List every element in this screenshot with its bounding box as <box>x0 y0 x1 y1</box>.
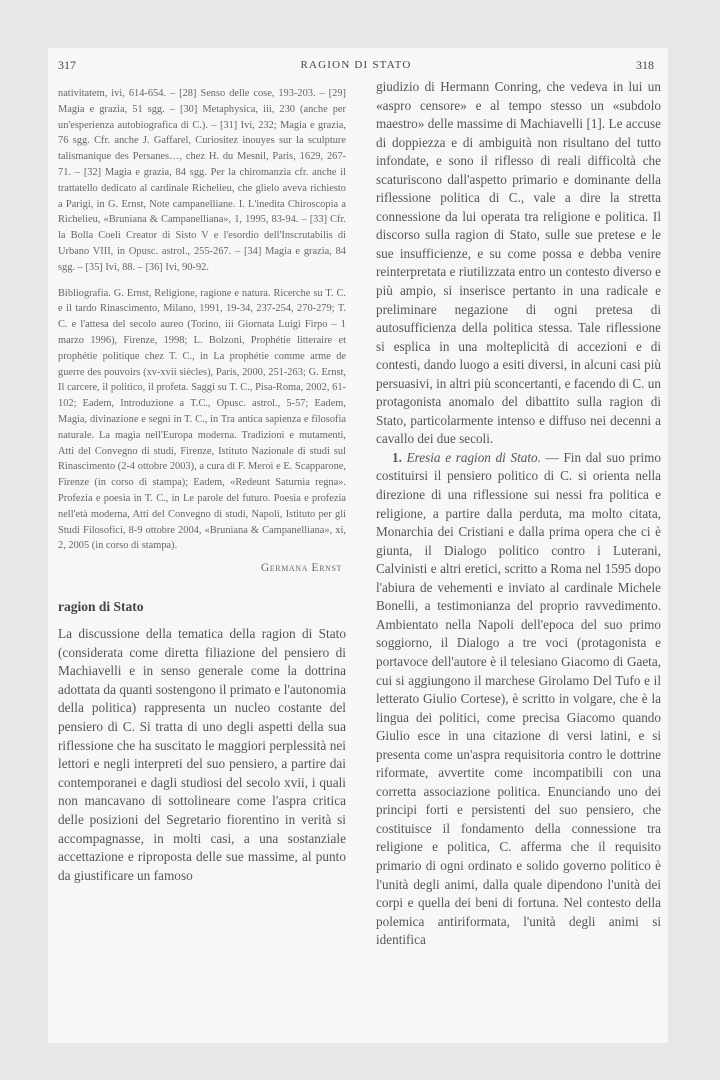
page-number-right: 318 <box>636 58 654 72</box>
running-head: RAGION DI STATO <box>300 59 412 71</box>
endnotes: nativitatem, ivi, 614-654. – [28] Senso delle cose, 193-203. – [29] Magia e grazia, 51 sgg. – [30] Metaphysica, iii, 230 (anche per un'esperienza autobiografica di C.). – [31] Ivi, 232; Magia e grazia, 76 sgg. Cfr. anche J. Gaffarel, Curiositez inouyes sur la sculpture talismanique des Persanes…, chez H. du Mesnil, Paris, 1629, 267-71. – [32] Magia e grazia, 84 sgg. Per la chiromanzia cfr. anche il trattatello dedicato al cardinale Richelieu, che glielo aveva richiesto a Parigi, in G. Ernst, Note campanelliane. I. L'inedita Chiroscopia a Richelieu, «Bruniana & Campanelliana», 1, 1995, 83-94. – [33] Cfr. la Bolla Coeli Creator di Sisto V e l'esordio dell'Inscrutabilis di Urbano VIII, in Opusc. astrol., 255-267. – [34] Magia e grazia, 84 sgg. – [35] Ivi, 88. – [36] Ivi, 90-92. <box>58 88 346 273</box>
right-column <box>376 78 661 1038</box>
continuation-paragraph: giudizio di Hermann Conring, che vedeva in lui un «aspro censore» e al tempo stesso un «subdolo maestro» delle massime di Machiavelli [1]. Le accuse di doppiezza e di ambiguità non risultano del tutto infondate, e sono il riflesso di reali difficoltà che scaturiscono dall'aspetto primario e dominante della riflessione politica di C., vale a dire la stretta connessione da lui operata tra religione e politica. Il discorso sulla ragion di Stato, sulle sue pretese e le sue insufficienze, e su come possa e debba venire reinterpretata e riutilizzata entro un contesto diverso e più ampio, si inserisce pertanto in una radicale e preliminare negazione di ogni pretesa di autosufficienza della politica stessa. Tale riflessione si esplica in una molteplicità di accezioni e di contesti, dando luogo a esiti diversi, in alcuni casi più persuasivi, in altri più sconcertanti, e facendo di C. un protagonista anomalo del dibattito sulla ragion di Stato, particolarmente intenso e diffuso nei decenni a cavallo dei due secoli. <box>376 79 661 447</box>
section-title: Eresia e ragion di Stato. <box>406 449 541 465</box>
author-signature: Germana Ernst <box>260 562 342 575</box>
section-paragraph <box>376 449 661 950</box>
page-header <box>58 58 654 78</box>
entry-title: ragion di Stato <box>58 599 144 615</box>
page-number-left: 317 <box>58 58 76 72</box>
entry-intro-paragraph: La discussione della tematica della ragion di Stato (considerata come diretta filiazione del pensiero di Machiavelli e in senso generale come la dottrina adottata da quanti sostengono il primato e l'autonomia della politica) rappresenta un nucleo costante del pensiero di C. Si tratta di uno degli aspetti della sua riflessione che ha suscitato le maggiori perplessità nei lettori e negli interpreti del suo pensiero, a partire dai contemporanei e dagli studiosi del secolo xvii, i quali non mancavano di sottolineare come l'aspra critica delle posizioni del Segretario fiorentino in verità si accompagnasse, in molti casi, a una sostanziale accettazione e riproposta delle sue massime, al punto da giustificare un famoso <box>58 626 346 883</box>
section-body: — Fin dal suo primo costituirsi il pensiero politico di C. si orienta nella direzione di una riflessione sui nessi fra politica e religione, a partire dalla perduta, ma molto citata, Monarchia dei Cristiani e dalla prima opera che ci è giunta, il Dialogo politico contro i Luterani, Calvinisti e altri eretici, scritto a Roma nel 1595 dopo l'abiura de vehementi e inviato al cardinale Michele Bonelli, a testimonianza del proprio ravvedimento. Ambientato nella Napoli dell'epoca del suo primo soggiorno, il Dialogo a tre voci (protagonista e portavoce dell'autore è il telesiano Giacomo di Gaeta, cui si aggiungono il marchese Girolamo Del Tufo e il letterato Giulio Cortese), è scritto in volgare, che è la lingua dei politici, come precisa Giacomo quando Giulio esce in una citazione di versi latini, e si presenta come un'aspra requisitoria contro le dottrine riformate, avvertite come incompatibili con una corretta associazione politica. Enunciando uno dei principi forti e persistenti del suo pensiero, che costituisce il fondamento della connessione tra religione e politica, C. afferma che il requisito primario di ogni ordinato e solido governo politico è l'unità degli animi, dalla quale dipendono l'unità dei corpi e quella dei beni di fortuna. Nel contesto della polemica antiriformata, l'unità degli animi si identifica <box>376 449 661 948</box>
left-column <box>58 86 346 1036</box>
bibliography: Bibliografia. G. Ernst, Religione, ragione e natura. Ricerche su T. C. e il tardo Rinascimento, Milano, 1991, 19-34, 237-254, 270-279; T. C. e l'attesa del secolo aureo (Torino, iii Giornata Luigi Firpo – 1 marzo 1996), Firenze, 1998; L. Bolzoni, Prophétie litteraire et prophétie politique chez T. C., in La prophétie comme arme de guerre des pouvoirs (xv-xvii siècles), Paris, 2000, 251-263; G. Ernst, Il carcere, il politico, il profeta. Saggi su T. C., Pisa-Roma, 2002, 61-102; Eadem, Introduzione a T.C., Opusc. astrol., 5-57; Eadem, Magia, divinazione e segni in T. C., in Tra antica sapienza e filosofia naturale. La magia nell'Europa moderna. Tradizioni e mutamenti, Atti del Convegno di studi, Firenze, Istituto Nazionale di studi sul Rinascimento (2-4 ottobre 2003), a cura di F. Meroi e E. Scapparone, Firenze (in corso di stampa); Eadem, «Redeunt Saturnia regna». Profezia e poesia in T. C., in Le parole del futuro. Poesia e profezia nell'età moderna, Atti del Convegno di studi, Napoli, Istituto per gli Studi Filosofici, 8-9 ottobre 2004, «Bruniana & Campanelliana», xi, 2, 2005 (in corso di stampa). <box>58 287 346 552</box>
section-number: 1. <box>392 449 402 465</box>
book-page <box>48 48 668 1043</box>
